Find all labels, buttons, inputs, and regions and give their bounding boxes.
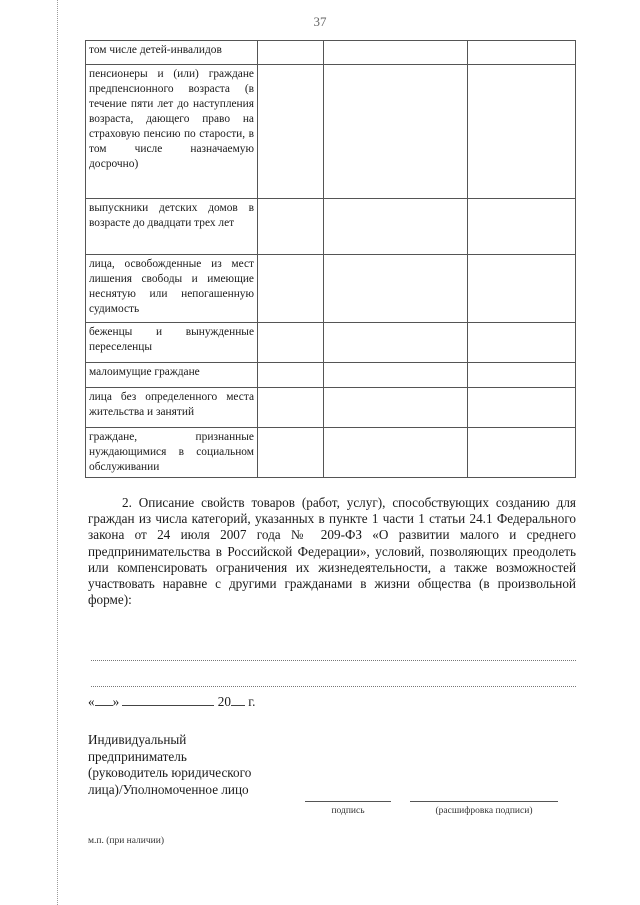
table-cell [258, 323, 324, 363]
row-label: выпускники детских домов в возрасте до двадцати трех лет [86, 199, 258, 255]
table-cell [324, 199, 468, 255]
row-label: малоимущие граждане [86, 363, 258, 388]
signatory-block [88, 732, 251, 798]
table-row [86, 363, 576, 388]
table-row [86, 41, 576, 65]
signature-decode-caption: (расшифровка подписи) [435, 806, 533, 816]
table-cell [468, 323, 576, 363]
signature-decode-line [410, 801, 558, 802]
row-label: пенсионеры и (или) граждане предпенсионного возраста (в течение пяти лет до наступления возраста, дающего право на страховую пенсию по старости, в том числе назначаемую досрочно) [86, 65, 258, 199]
date-open-quote: « [88, 694, 95, 709]
table-cell [468, 199, 576, 255]
date-field [88, 694, 255, 710]
answer-line [91, 660, 576, 661]
date-close-quote: » [112, 694, 120, 709]
stamp-note: м.п. (при наличии) [88, 836, 164, 846]
table-row [86, 65, 576, 199]
table-cell [324, 363, 468, 388]
table-cell [258, 65, 324, 199]
table-row [86, 428, 576, 478]
table-cell [468, 255, 576, 323]
page-number: 37 [313, 14, 327, 29]
month-blank [122, 694, 214, 706]
year-prefix: 20 [217, 694, 231, 709]
signatory-line: Индивидуальный [88, 732, 187, 747]
table-cell [258, 255, 324, 323]
signatory-line: лица)/Уполномоченное лицо [88, 781, 249, 797]
table-cell [468, 388, 576, 428]
table-cell [258, 41, 324, 65]
signature-line [305, 801, 391, 802]
signature-caption: подпись [331, 806, 365, 816]
table-cell [324, 323, 468, 363]
table-cell [324, 255, 468, 323]
table-cell [258, 388, 324, 428]
row-label: беженцы и вынужденные переселенцы [86, 323, 258, 363]
year-blank [231, 694, 245, 706]
table-row [86, 388, 576, 428]
table-cell [258, 428, 324, 478]
year-suffix: г. [248, 694, 256, 709]
row-label: лица без определенного места жительства и занятий [86, 388, 258, 428]
table-cell [324, 388, 468, 428]
table-cell [324, 428, 468, 478]
row-label: том числе детей-инвалидов [86, 41, 258, 65]
page-margin-line [57, 0, 58, 905]
table-cell [324, 65, 468, 199]
signatory-line: предприниматель [88, 748, 187, 764]
table-cell [468, 428, 576, 478]
table-cell [258, 363, 324, 388]
row-label: лица, освобожденные из мест лишения свободы и имеющие неснятую или непогашенную судимость [86, 255, 258, 323]
table-row [86, 255, 576, 323]
section-2-paragraph: 2. Описание свойств товаров (работ, услуг), способствующих созданию для граждан из числа категорий, указанных в пункте 1 части 1 статьи 24.1 Федерального закона от 24 июля 2007 года № 209-ФЗ «О развитии малого и среднего предпринимательства в Российской Федерации», условий, позволяющих преодолеть или компенсировать ограничения их жизнедеятельности, а также возможностей участвовать наравне с другими гражданами в жизни общества (в произвольной форме): [88, 495, 576, 608]
table-cell [468, 41, 576, 65]
table-row [86, 323, 576, 363]
table-cell [258, 199, 324, 255]
table-cell [324, 41, 468, 65]
table-cell [468, 65, 576, 199]
categories-table [85, 40, 576, 478]
table-cell [468, 363, 576, 388]
signatory-line: (руководитель юридического [88, 765, 252, 780]
answer-line [91, 686, 576, 687]
table-row [86, 199, 576, 255]
row-label: граждане, признанные нуждающимися в социальном обслуживании [86, 428, 258, 478]
day-blank [95, 694, 113, 706]
